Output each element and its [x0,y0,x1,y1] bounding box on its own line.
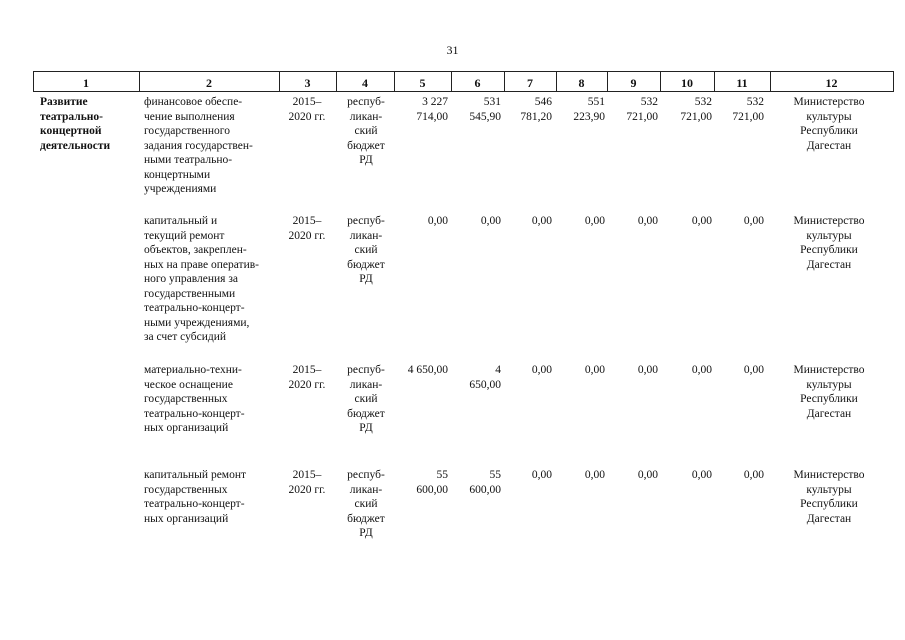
header-bottom-rule [33,91,893,92]
total-amount-cell: 3 227 714,00 [416,96,448,123]
amount-cell: 0,00 [531,364,552,376]
header-col-3: 3 [304,76,311,90]
amount-cell: 0,00 [691,215,712,227]
activity-description: капитальный ремонт государственных театрально-концерт- ных организаций [144,469,247,525]
funding-source-cell: респуб- ликан- ский бюджет РД [347,364,385,434]
period-cell: 2015– 2020 гг. [288,96,326,123]
header-col-9: 9 [630,76,637,90]
responsible-org-cell: Министерство культуры Республики Дагестан [793,96,865,152]
funding-source-cell: респуб- ликан- ский бюджет РД [347,96,385,166]
amount-cell: 532 721,00 [680,96,712,123]
amount-cell: 546 781,20 [520,96,552,123]
activity-description: финансовое обеспе- чение выполнения государственного задания государствен- ными театрально- концертными учреждениями [144,96,253,195]
responsible-org-cell: Министерство культуры Республики Дагестан [793,364,865,420]
amount-cell: 4 650,00 [469,364,501,391]
header-col-12: 12 [825,76,838,90]
amount-cell: 0,00 [637,215,658,227]
header-col-5: 5 [419,76,426,90]
amount-cell: 0,00 [584,364,605,376]
activity-description: капитальный и текущий ремонт объектов, закреплен- ных на праве оператив- ного управления за государственными театрально-концерт- ными учреждениями, за счет субсидий [144,215,259,343]
amount-cell: 55 600,00 [469,469,501,496]
amount-cell: 0,00 [531,215,552,227]
header-col-8: 8 [578,76,585,90]
header-col-1: 1 [83,76,89,90]
header-col-6: 6 [474,76,481,90]
header-divider [893,71,894,92]
total-amount-cell: 55 600,00 [416,469,448,496]
amount-cell: 0,00 [637,469,658,481]
amount-cell: 0,00 [584,469,605,481]
amount-cell: 0,00 [531,469,552,481]
amount-cell: 0,00 [743,469,764,481]
funding-source-cell: респуб- ликан- ский бюджет РД [347,469,385,539]
header-col-2: 2 [206,76,212,90]
funding-source-cell: респуб- ликан- ский бюджет РД [347,215,385,285]
total-amount-cell: 4 650,00 [407,364,448,376]
activity-description: материально-техни- ческое оснащение государственных театрально-концерт- ных организаций [144,364,245,434]
responsible-org-cell: Министерство культуры Республики Дагестан [793,215,865,271]
header-col-10: 10 [681,76,693,90]
period-cell: 2015– 2020 гг. [288,469,326,496]
amount-cell: 0,00 [691,469,712,481]
header-col-7: 7 [527,76,533,90]
amount-cell: 531 545,90 [469,96,501,123]
responsible-org-cell: Министерство культуры Республики Дагестан [793,469,865,525]
amount-cell: 0,00 [691,364,712,376]
page-number: 31 [446,43,459,57]
header-col-4: 4 [362,76,368,90]
amount-cell: 0,00 [743,215,764,227]
amount-cell: 0,00 [584,215,605,227]
period-cell: 2015– 2020 гг. [288,364,326,391]
amount-cell: 532 721,00 [626,96,658,123]
section-title: Развитие театрально- концертной деятельности [40,96,111,152]
amount-cell: 0,00 [743,364,764,376]
table-top-rule [33,71,893,72]
total-amount-cell: 0,00 [427,215,448,227]
period-cell: 2015– 2020 гг. [288,215,326,242]
amount-cell: 532 721,00 [732,96,764,123]
amount-cell: 0,00 [637,364,658,376]
header-col-11: 11 [736,76,748,90]
amount-cell: 551 223,90 [573,96,605,123]
amount-cell: 0,00 [480,215,501,227]
